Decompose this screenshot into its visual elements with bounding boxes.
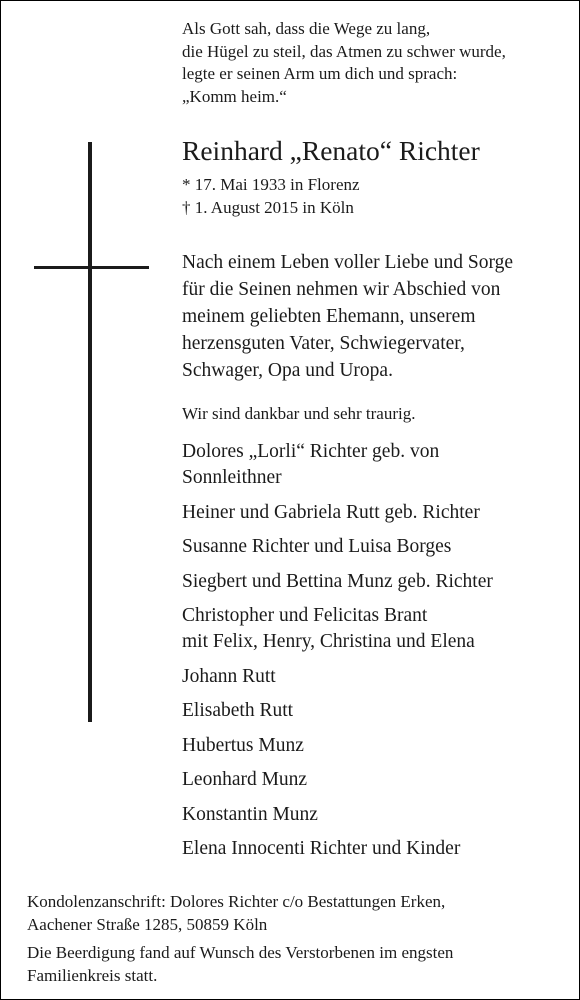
funeral-line: Familienkreis statt.: [27, 965, 158, 985]
mourner-entry: [182, 802, 493, 828]
poem: [182, 18, 506, 108]
birth-date: * 17. Mai 1933 in Florenz: [182, 175, 360, 194]
mourner-line: Sonnleithner: [182, 467, 282, 488]
farewell-line: Schwager, Opa und Uropa.: [182, 360, 393, 381]
mourner-line: Susanne Richter und Luisa Borges: [182, 536, 452, 557]
farewell-text: [182, 249, 513, 384]
mourner-entry: [182, 569, 493, 595]
mourner-line: Leonhard Munz: [182, 769, 308, 790]
mourner-line: Elisabeth Rutt: [182, 700, 294, 721]
funeral-note: [27, 942, 557, 987]
mourner-line: Johann Rutt: [182, 665, 276, 687]
mourner-line: Elena Innocenti Richter und Kinder: [182, 838, 461, 859]
sentiment-line: Wir sind dankbar und sehr traurig.: [182, 404, 416, 423]
farewell-line: Nach einem Leben voller Liebe und Sorge: [182, 252, 514, 273]
deceased-name: Reinhard „Renato“ Richter: [182, 135, 480, 166]
mourner-line: Dolores „Lorli“ Richter geb. von: [182, 441, 440, 462]
condolence-line: Aachener Straße 1285, 50859 Köln: [27, 914, 268, 934]
notice-footer: [27, 891, 557, 993]
mourner-entry: [182, 836, 493, 862]
poem-line: die Hügel zu steil, das Atmen zu schwer wurde,: [182, 41, 506, 61]
mourner-line: Hubertus Munz: [182, 734, 304, 756]
mourner-line: mit Felix, Henry, Christina und Elena: [182, 631, 475, 652]
funeral-line: Die Beerdigung fand auf Wunsch des Verstorbenen im engsten: [27, 943, 454, 962]
mourner-line: Heiner und Gabriela Rutt geb. Richter: [182, 501, 480, 523]
farewell-line: herzensguten Vater, Schwiegervater,: [182, 333, 465, 354]
mourner-entry: [182, 439, 493, 491]
farewell-line: meinem geliebten Ehemann, unserem: [182, 306, 476, 327]
cross-vertical-bar: [88, 142, 92, 722]
mourner-entry: [182, 733, 493, 759]
poem-line: legte er seinen Arm um dich und sprach:: [182, 64, 458, 83]
cross-horizontal-bar: [34, 266, 149, 269]
poem-line: „Komm heim.“: [182, 86, 287, 106]
poem-line: Als Gott sah, dass die Wege zu lang,: [182, 19, 431, 38]
mourner-entry: [182, 767, 493, 793]
farewell-line: für die Seinen nehmen wir Abschied von: [182, 279, 501, 300]
mourner-entry: [182, 500, 493, 526]
mourner-entry: [182, 664, 493, 690]
life-dates: [182, 173, 360, 219]
mourners-list: [182, 439, 493, 871]
mourner-line: Christopher und Felicitas Brant: [182, 605, 428, 626]
death-date: † 1. August 2015 in Köln: [182, 198, 354, 217]
mourner-entry: [182, 698, 493, 724]
mourner-entry: [182, 534, 493, 560]
condolence-address: [27, 891, 557, 936]
mourner-line: Siegbert und Bettina Munz geb. Richter: [182, 570, 493, 592]
mourner-entry: [182, 603, 493, 655]
condolence-line: Kondolenzanschrift: Dolores Richter c/o Bestattungen Erken,: [27, 892, 446, 911]
mourner-line: Konstantin Munz: [182, 803, 318, 825]
